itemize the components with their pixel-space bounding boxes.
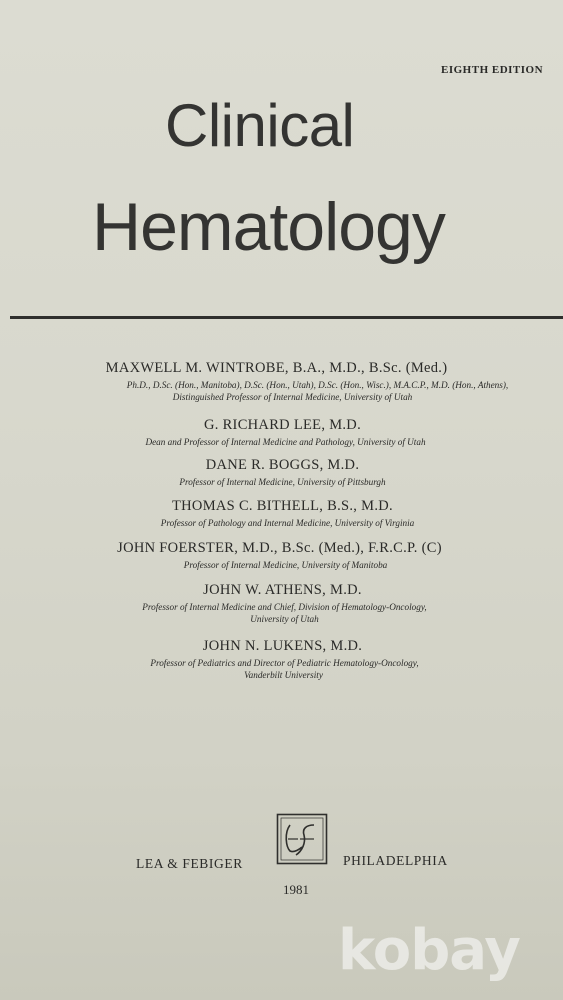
author-block — [0, 360, 563, 403]
author-credentials: Distinguished Professor of Internal Medicine, University of Utah — [172, 392, 413, 402]
author-name: DANE R. BOGGS, M.D. — [205, 457, 360, 473]
author-credentials: Professor of Internal Medicine, University of Manitoba — [183, 560, 388, 570]
title-line-1: Clinical — [165, 92, 355, 159]
author-block — [0, 582, 563, 625]
author-name: JOHN FOERSTER, M.D., B.Sc. (Med.), F.R.C.P. (C) — [117, 540, 442, 556]
author-name: THOMAS C. BITHELL, B.S., M.D. — [172, 498, 393, 514]
author-block — [0, 540, 563, 571]
author-credentials: Professor of Internal Medicine, University of Pittsburgh — [179, 477, 386, 487]
publication-year: 1981 — [283, 882, 309, 897]
author-block — [0, 417, 563, 448]
author-name: JOHN W. ATHENS, M.D. — [203, 582, 362, 598]
author-name: MAXWELL M. WINTROBE, B.A., M.D., B.Sc. (Med.) — [105, 360, 448, 376]
publisher-city: PHILADELPHIA — [343, 853, 448, 868]
author-credentials: University of Utah — [250, 614, 319, 624]
author-credentials: Vanderbilt University — [244, 670, 323, 680]
watermark-logo: kobay — [338, 918, 520, 983]
author-credentials: Professor of Internal Medicine and Chief, Division of Hematology-Oncology, — [142, 602, 427, 612]
author-credentials: Dean and Professor of Internal Medicine and Pathology, University of Utah — [145, 437, 426, 447]
author-name: JOHN N. LUKENS, M.D. — [202, 638, 363, 654]
author-credentials: Professor of Pediatrics and Director of Pediatric Hematology-Oncology, — [150, 658, 419, 668]
publisher-logo-icon — [276, 813, 328, 865]
publisher-name: LEA & FEBIGER — [136, 856, 243, 871]
author-credentials: Professor of Pathology and Internal Medicine, University of Virginia — [160, 518, 415, 528]
author-block — [0, 457, 563, 488]
edition-label: EIGHTH EDITION — [441, 64, 544, 76]
author-block — [0, 498, 563, 529]
title-line-2: Hematology — [92, 189, 445, 265]
author-name: G. RICHARD LEE, M.D. — [203, 417, 362, 433]
title-rule — [10, 316, 563, 319]
author-block — [0, 638, 563, 681]
author-credentials: Ph.D., D.Sc. (Hon., Manitoba), D.Sc. (Hon., Utah), D.Sc. (Hon., Wisc.), M.A.C.P., M.D. (Hon., Athens), — [126, 380, 509, 390]
